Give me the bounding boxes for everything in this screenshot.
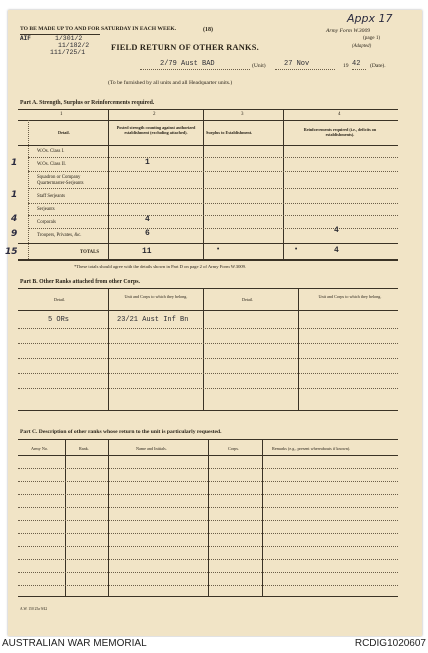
row-label-totals: TOTALS: [80, 250, 100, 255]
col-number-2: 2: [153, 112, 156, 117]
row-label-wo1: W.Os. Class I.: [37, 149, 65, 154]
part-a-title: Part A. Strength, Surplus or Reinforcements required.: [20, 100, 155, 106]
row-label-wo2: W.Os. Class II.: [37, 162, 67, 167]
footer-record-id: RCDIG1020607: [354, 638, 426, 649]
margin-number-troopers: 9: [11, 229, 18, 239]
top-note: TO BE MADE UP TO AND FOR SATURDAY IN EACH WEEK.: [20, 26, 177, 32]
aif-code-2: 11/182/2: [58, 42, 90, 49]
subtitle: (To be furnished by all units and all Headquarter units.): [108, 80, 233, 86]
reinforcements-troopers: 4: [334, 226, 339, 235]
margin-number-staff-serjeants: 1: [11, 190, 18, 200]
part-c-army-no-header: Army No.: [31, 446, 48, 451]
attached-detail: 5 ORs: [48, 316, 70, 324]
form-number: (18): [203, 27, 213, 33]
print-code: A.W. 150 25a 9/42: [20, 607, 48, 611]
date-value: 27 Nov: [284, 60, 310, 68]
reinforcements-totals: 4: [334, 246, 339, 255]
row-label-staff-serjeants: Staff Serjeants: [37, 194, 66, 199]
part-c-corps-header: Corps.: [228, 446, 240, 451]
totals-note: *These totals should agree with the details shown in Part D on page 2 of Army Form W.3009.: [74, 264, 247, 269]
part-b-unit-header-1: Unit and Corps to which they belong.: [124, 294, 188, 299]
part-b-detail-header-1: Detail.: [54, 297, 66, 302]
form-title: FIELD RETURN OF OTHER RANKS.: [111, 43, 259, 52]
part-c-name-header: Name and Initials.: [136, 446, 167, 451]
margin-number-totals: 15: [5, 247, 18, 257]
posted-totals: 11: [142, 247, 152, 256]
year-value: 42: [352, 60, 361, 68]
part-c-title: Part C. Description of other ranks whose return to the unit is particularly requested.: [20, 429, 222, 435]
archive-footer: [0, 637, 428, 653]
posted-header: Posted strength counting against authorized establishment (excluding attached).: [116, 125, 196, 135]
col-number-1: 1: [60, 112, 63, 117]
date-label: (Date).: [370, 63, 386, 69]
handwritten-reference: Appx 17: [347, 12, 393, 25]
surplus-header: Surplus to Establishment.: [206, 130, 253, 135]
posted-corporals: 4: [145, 215, 150, 224]
reinforcements-totals-mark: •: [294, 246, 299, 254]
margin-number-corporals: 4: [11, 214, 18, 224]
year-prefix: 19: [343, 63, 349, 69]
page-label: (page 1): [363, 35, 381, 41]
part-c-rank-header: Rank.: [79, 446, 89, 451]
row-label-serjeants: Serjeants: [37, 207, 55, 212]
attached-unit: 23/21 Aust Inf Bn: [117, 316, 189, 324]
surplus-totals: •: [216, 246, 221, 254]
part-b-unit-header-2: Unit and Corps to which they belong.: [318, 294, 382, 299]
col-number-3: 3: [241, 112, 244, 117]
aif-label: AIF: [20, 35, 31, 42]
row-label-cqms: Squadron or Company Quartermaster-Serjeants: [37, 175, 84, 186]
posted-wo2: 1: [145, 158, 150, 167]
adapted-label: (Adapted): [352, 44, 372, 49]
margin-number-wo2: 1: [11, 158, 18, 168]
col-number-4: 4: [338, 112, 341, 117]
part-b-title: Part B. Other Ranks attached from other Corps.: [20, 279, 140, 285]
unit-value: 2/79 Aust BAD: [160, 60, 215, 68]
row-label-troopers: Troopers, Privates, &c.: [37, 233, 82, 238]
army-form-label: Army Form W.3009: [326, 28, 371, 34]
row-label-corporals: Corporals: [37, 220, 56, 225]
aif-code-3: 111/725/1: [50, 49, 86, 56]
aif-code-1: 1/301/2: [55, 35, 83, 42]
unit-label: (Unit): [252, 63, 266, 69]
detail-header: Detail.: [58, 130, 70, 135]
part-c-remarks-header: Remarks (e.g., present whereabouts if known).: [272, 446, 351, 451]
posted-troopers: 6: [145, 229, 150, 238]
part-b-detail-header-2: Detail.: [242, 297, 254, 302]
reinforcements-header: Reinforcements required (i.e., deficits on establishments).: [303, 127, 377, 137]
footer-institution: AUSTRALIAN WAR MEMORIAL: [2, 638, 147, 649]
